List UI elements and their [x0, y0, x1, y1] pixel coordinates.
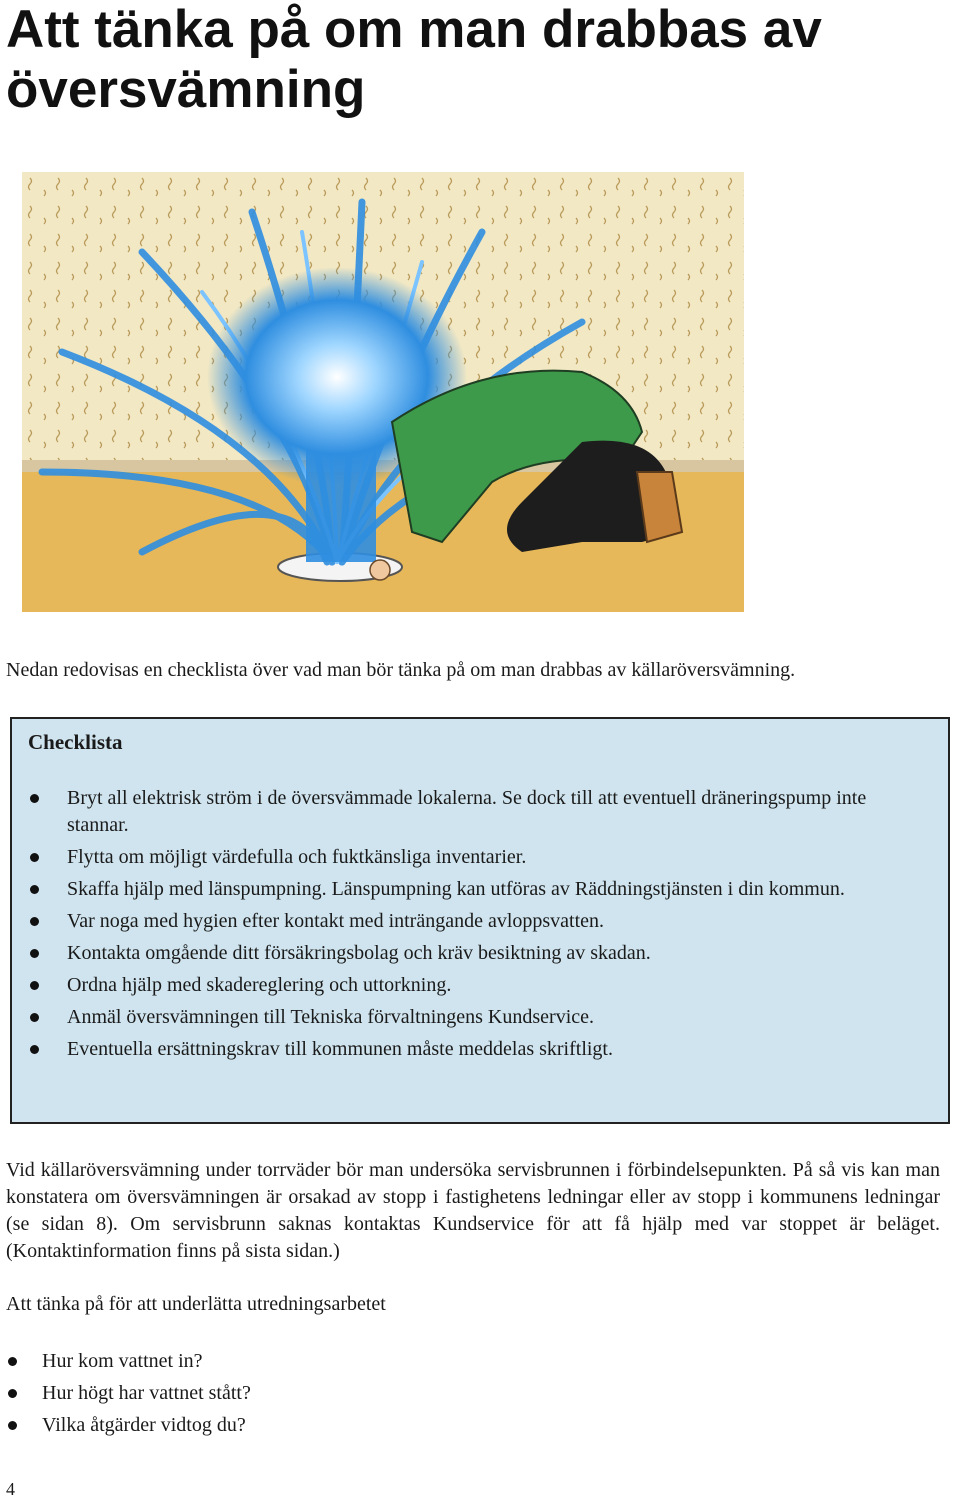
bullet-icon [30, 981, 39, 990]
checklist-item-text: Ordna hjälp med skadereglering och uttorkning. [67, 974, 452, 996]
checklist-title: Checklista [28, 730, 123, 754]
flooding-illustration [22, 172, 744, 612]
bullet-icon [30, 917, 39, 926]
checklist-item [12, 1036, 948, 1063]
bullet-icon [30, 794, 39, 803]
investigation-heading: Att tänka på för att underlätta utredningsarbetet [6, 1293, 386, 1315]
intro-text: Nedan redovisas en checklista över vad man bör tänka på om man drabbas av källaröversvämning. [6, 659, 796, 681]
bullet-icon [30, 949, 39, 958]
question-item [0, 1348, 900, 1375]
page-title: Att tänka på om man drabbas av översvämning [6, 0, 822, 119]
question-item [0, 1380, 900, 1407]
checklist-item-text: Eventuella ersättningskrav till kommunen måste meddelas skriftligt. [67, 1038, 613, 1060]
checklist-item-text: Kontakta omgående ditt försäkringsbolag och kräv besiktning av skadan. [67, 942, 651, 964]
checklist-item [12, 876, 948, 903]
question-text: Vilka åtgärder vidtog du? [42, 1414, 246, 1436]
checklist-list [12, 785, 948, 1068]
checklist-item [12, 940, 948, 967]
bullet-icon [30, 853, 39, 862]
checklist-item [12, 844, 948, 871]
bullet-icon [30, 885, 39, 894]
checklist-item [12, 785, 948, 839]
question-item [0, 1412, 900, 1439]
page-number: 4 [6, 1479, 15, 1499]
checklist-item-text: Bryt all elektrisk ström i de översvämmade lokalerna. Se dock till att eventuell dräneringspump inte stannar. [67, 787, 867, 836]
body-paragraph: Vid källaröversvämning under torrväder bör man undersöka servisbrunnen i förbindelsepunkten. På så vis kan man konstatera om översvämningen är orsakad av stopp i fastighetens ledningar eller av stopp i kommunens ledningar (se sidan 8). Om servisbrunn saknas kontaktas Kundservice för att få hjälp med var stoppet är beläget. (Kontaktinformation finns på sista sidan.) [6, 1159, 940, 1262]
question-text: Hur högt har vattnet stått? [42, 1382, 251, 1404]
bullet-icon [8, 1389, 17, 1398]
checklist-box [10, 717, 950, 1124]
checklist-item-text: Anmäl översvämningen till Tekniska förvaltningens Kundservice. [67, 1006, 595, 1028]
checklist-item-text: Var noga med hygien efter kontakt med inträngande avloppsvatten. [67, 910, 605, 932]
checklist-item-text: Skaffa hjälp med länspumpning. Länspumpning kan utföras av Räddningstjänsten i din kommun. [67, 878, 845, 900]
person-hand [370, 560, 390, 580]
checklist-item-text: Flytta om möjligt värdefulla och fuktkänsliga inventarier. [67, 846, 527, 868]
bullet-icon [30, 1013, 39, 1022]
question-list [0, 1348, 900, 1444]
checklist-item [12, 908, 948, 935]
checklist-item [12, 972, 948, 999]
bullet-icon [30, 1045, 39, 1054]
checklist-item [12, 1004, 948, 1031]
bullet-icon [8, 1357, 17, 1366]
bullet-icon [8, 1421, 17, 1430]
question-text: Hur kom vattnet in? [42, 1350, 203, 1372]
